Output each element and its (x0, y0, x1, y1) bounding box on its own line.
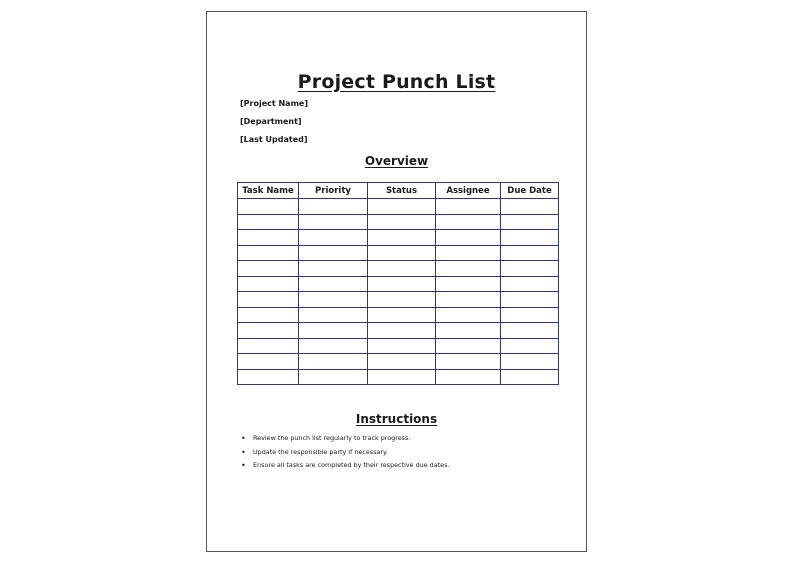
table-cell[interactable] (238, 338, 299, 354)
table-cell[interactable] (299, 307, 368, 323)
table-cell[interactable] (501, 307, 559, 323)
table-cell[interactable] (501, 230, 559, 246)
table-cell[interactable] (501, 245, 559, 261)
table-cell[interactable] (501, 323, 559, 339)
table-row (238, 276, 559, 292)
table-row (238, 230, 559, 246)
table-cell[interactable] (501, 292, 559, 308)
table-row (238, 245, 559, 261)
table-cell[interactable] (238, 199, 299, 215)
table-cell[interactable] (501, 369, 559, 385)
table-cell[interactable] (299, 338, 368, 354)
table-cell[interactable] (436, 307, 501, 323)
table-cell[interactable] (238, 276, 299, 292)
table-cell[interactable] (299, 245, 368, 261)
table-row (238, 369, 559, 385)
table-cell[interactable] (368, 214, 436, 230)
table-cell[interactable] (238, 354, 299, 370)
table-cell[interactable] (299, 369, 368, 385)
table-cell[interactable] (238, 323, 299, 339)
instruction-item: • Ensure all tasks are completed by their respective due dates. (241, 459, 449, 473)
document-page (206, 11, 587, 552)
table-row (238, 338, 559, 354)
table-cell[interactable] (238, 245, 299, 261)
table-row (238, 307, 559, 323)
instruction-item: • Review the punch list regularly to track progress. (241, 432, 449, 446)
table-cell[interactable] (299, 292, 368, 308)
department-field: [Department] (240, 117, 302, 126)
table-cell[interactable] (238, 261, 299, 277)
table-cell[interactable] (299, 354, 368, 370)
table-cell[interactable] (368, 307, 436, 323)
overview-heading: Overview (364, 154, 429, 168)
instruction-item: • Update the responsible party if necessary. (241, 446, 449, 460)
table-cell[interactable] (238, 292, 299, 308)
table-cell[interactable] (299, 230, 368, 246)
table-cell[interactable] (238, 307, 299, 323)
table-row (238, 261, 559, 277)
table-cell[interactable] (368, 230, 436, 246)
table-cell[interactable] (368, 369, 436, 385)
table-cell[interactable] (436, 214, 501, 230)
table-cell[interactable] (436, 230, 501, 246)
table-cell[interactable] (436, 323, 501, 339)
table-row (238, 214, 559, 230)
table-cell[interactable] (436, 292, 501, 308)
table-cell[interactable] (501, 261, 559, 277)
table-row (238, 292, 559, 308)
table-cell[interactable] (299, 261, 368, 277)
table-cell[interactable] (299, 323, 368, 339)
table-cell[interactable] (368, 354, 436, 370)
table-cell[interactable] (368, 276, 436, 292)
table-cell[interactable] (436, 245, 501, 261)
table-row (238, 199, 559, 215)
document-title: Project Punch List (297, 71, 496, 93)
table-cell[interactable] (238, 230, 299, 246)
table-row (238, 354, 559, 370)
project-name-field: [Project Name] (240, 99, 308, 108)
punch-list-table (237, 182, 559, 385)
table-cell[interactable] (501, 354, 559, 370)
column-header-priority: Priority (299, 183, 368, 199)
instructions-list (241, 432, 449, 473)
table-cell[interactable] (436, 354, 501, 370)
table-cell[interactable] (299, 199, 368, 215)
table-cell[interactable] (368, 338, 436, 354)
table-cell[interactable] (368, 292, 436, 308)
table-cell[interactable] (368, 245, 436, 261)
table-cell[interactable] (436, 369, 501, 385)
column-header-status: Status (368, 183, 436, 199)
table-header-row (238, 183, 559, 199)
last-updated-field: [Last Updated] (240, 135, 308, 144)
table-cell[interactable] (436, 338, 501, 354)
table-cell[interactable] (368, 199, 436, 215)
column-header-due-date: Due Date (501, 183, 559, 199)
table-cell[interactable] (368, 261, 436, 277)
table-cell[interactable] (501, 338, 559, 354)
table-body (238, 199, 559, 385)
table-cell[interactable] (299, 276, 368, 292)
table-row (238, 323, 559, 339)
table-cell[interactable] (501, 276, 559, 292)
table-cell[interactable] (238, 214, 299, 230)
table-cell[interactable] (501, 199, 559, 215)
column-header-assignee: Assignee (436, 183, 501, 199)
table-cell[interactable] (368, 323, 436, 339)
instructions-heading: Instructions (355, 412, 438, 426)
table-cell[interactable] (436, 261, 501, 277)
table-cell[interactable] (299, 214, 368, 230)
column-header-task-name: Task Name (238, 183, 299, 199)
table-cell[interactable] (436, 276, 501, 292)
table-cell[interactable] (238, 369, 299, 385)
table-cell[interactable] (501, 214, 559, 230)
table-cell[interactable] (436, 199, 501, 215)
